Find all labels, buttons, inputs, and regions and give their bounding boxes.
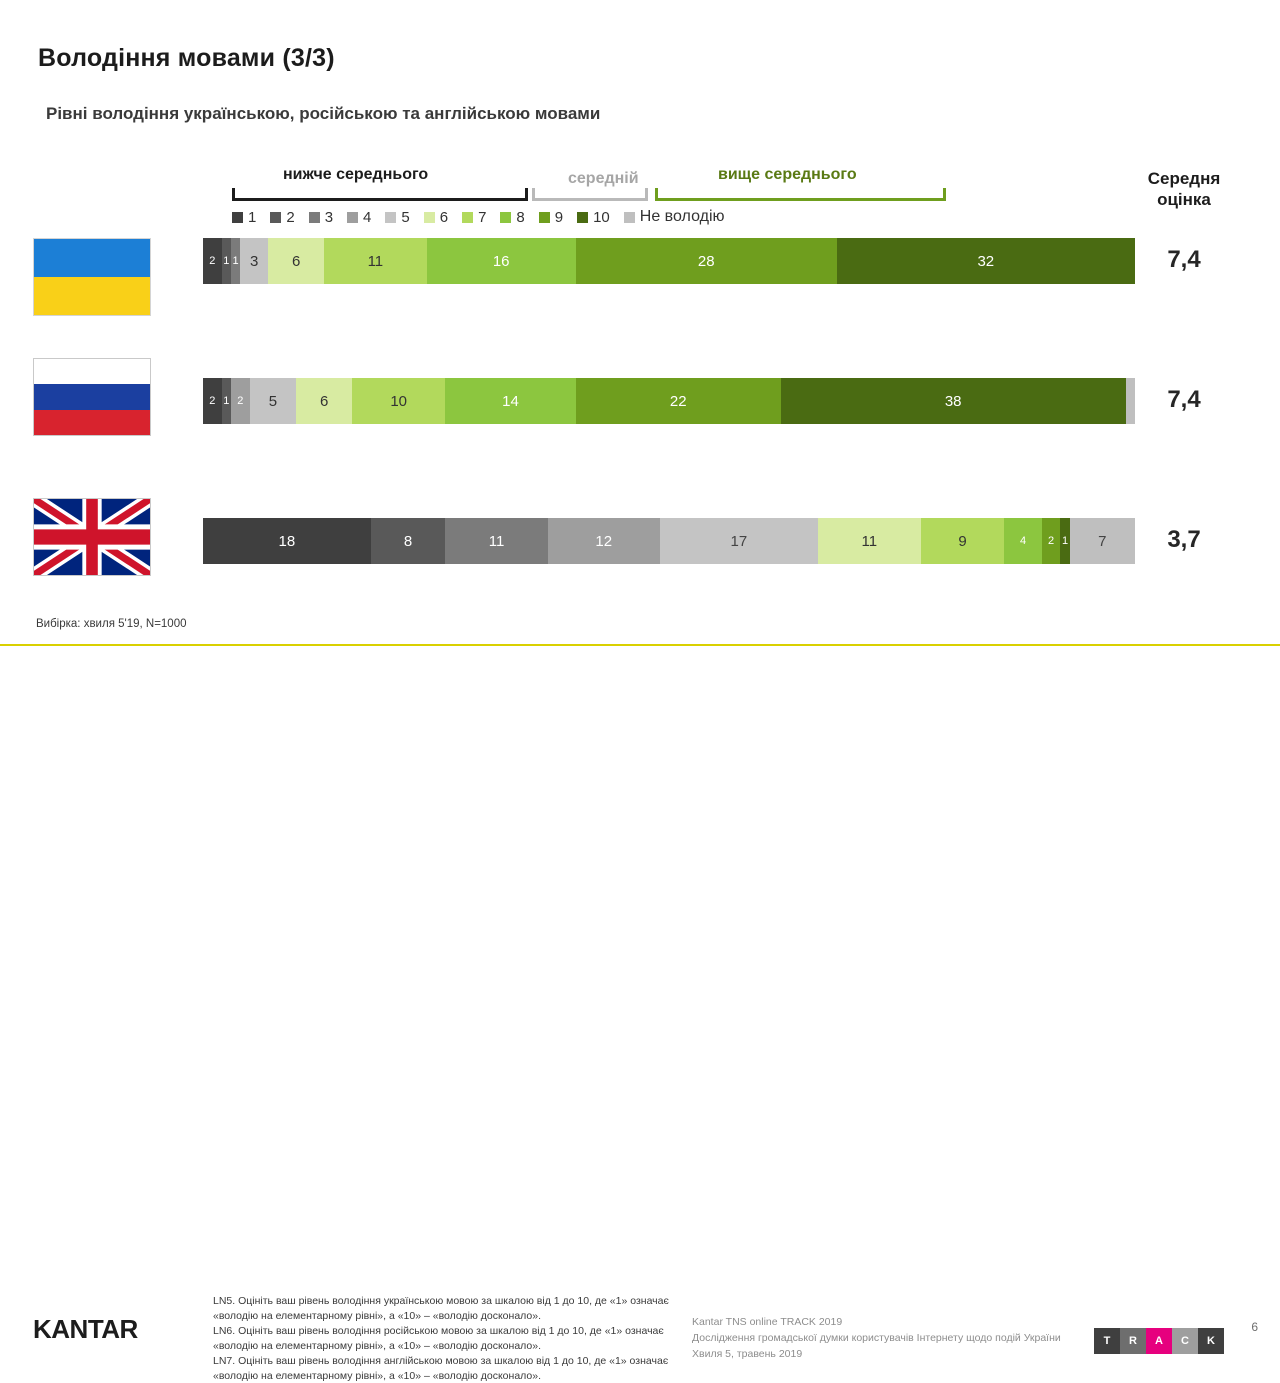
stacked-bar-russian: [203, 378, 1135, 424]
bar-segment: 7: [1070, 518, 1135, 564]
bar-segment: 8: [371, 518, 446, 564]
bar-segment: 6: [268, 238, 324, 284]
bar-segment: 2: [231, 378, 250, 424]
legend-label: 6: [439, 208, 449, 226]
uk-flag-icon: [33, 498, 151, 576]
legend-label: 1: [248, 208, 257, 226]
average-header-line1: Середня: [1147, 169, 1221, 188]
chart-row-ukrainian: [0, 210, 1280, 330]
bar-segment: 5: [250, 378, 297, 424]
bar-segment: 3: [240, 238, 268, 284]
group-label-average: середній: [568, 170, 639, 187]
study-info: [692, 1315, 1112, 1362]
page-subtitle: Рівні володіння українською, російською та англійською мовами: [46, 104, 601, 123]
russia-flag-icon: [33, 358, 151, 436]
bar-segment: 22: [576, 378, 781, 424]
group-label-above-average: вище середнього: [718, 166, 857, 183]
bar-segment: 18: [203, 518, 371, 564]
bracket-above-average: [655, 188, 946, 201]
question-text: LN5. Оцініть ваш рівень володіння українською мовою за шкалою від 1 до 10, де «1» означає «володію на елементарному рівні», а «10» – «володію досконало».: [213, 1295, 669, 1322]
bar-segment: 10: [352, 378, 445, 424]
chart-row-english: [0, 490, 1280, 610]
bar-segment: 14: [445, 378, 575, 424]
legend-label: 8: [516, 208, 525, 226]
bar-segment: 16: [427, 238, 576, 284]
question-text: LN7. Оцініть ваш рівень володіння англійською мовою за шкалою від 1 до 10, де «1» означає «володію на елементарному рівні», а «10» – «володію досконало».: [213, 1354, 669, 1382]
bar-segment: 12: [548, 518, 660, 564]
track-badge: C: [1172, 1328, 1198, 1354]
track-badge: K: [1198, 1328, 1224, 1354]
bar-segment: 9: [921, 518, 1005, 564]
legend-label: 10: [593, 208, 610, 226]
stacked-bar-english: [203, 518, 1135, 564]
average-value: 3,7: [1167, 526, 1201, 553]
bar-segment: 1: [222, 238, 231, 284]
track-badge: T: [1094, 1328, 1120, 1354]
legend-label: 2: [286, 208, 295, 226]
track-badge: R: [1120, 1328, 1146, 1354]
legend-label: 7: [478, 208, 487, 226]
bar-segment: 28: [576, 238, 837, 284]
bar-segment: 38: [781, 378, 1126, 424]
bar-segment: 4: [1004, 518, 1041, 564]
legend-label: 3: [324, 208, 334, 226]
bar-segment: 2: [1042, 518, 1061, 564]
bar-segment: 2: [203, 238, 222, 284]
ukraine-flag-icon: [33, 238, 151, 316]
chart-row-russian: [0, 350, 1280, 470]
average-value: 7,4: [1167, 246, 1201, 273]
average-value: 7,4: [1167, 386, 1201, 413]
page-number: 6: [1251, 1320, 1258, 1334]
page-title: Володіння мовами (3/3): [38, 44, 335, 72]
track-badge: A: [1146, 1328, 1172, 1354]
bracket-average: [532, 188, 648, 201]
question-wording: [213, 1294, 683, 1383]
bar-segment: 6: [296, 378, 352, 424]
study-info-line: Дослідження громадської думки користувачів Інтернету щодо подій України: [692, 1331, 1061, 1344]
bar-segment: 17: [660, 518, 818, 564]
study-info-line: Хвиля 5, травень 2019: [692, 1347, 803, 1360]
legend-label: 4: [363, 208, 372, 226]
study-info-line: Kantar TNS online TRACK 2019: [692, 1316, 843, 1328]
bar-segment: 11: [818, 518, 921, 564]
question-text: LN6. Оцініть ваш рівень володіння російською мовою за шкалою від 1 до 10, де «1» означає «володію на елементарному рівні», а «10» – «володію досконало».: [213, 1324, 664, 1352]
group-label-below-average: нижче середнього: [283, 166, 429, 183]
average-column-header: [1114, 168, 1254, 211]
bar-segment: 1: [222, 378, 231, 424]
bar-segment: 1: [1060, 518, 1069, 564]
legend-label: Не володію: [639, 208, 725, 225]
legend-label: 5: [401, 208, 410, 226]
bar-segment: 11: [445, 518, 548, 564]
legend-label: 9: [554, 208, 564, 226]
bar-segment: 11: [324, 238, 427, 284]
stacked-bar-ukrainian: [203, 238, 1135, 284]
bar-segment: 2: [203, 378, 222, 424]
bar-segment: 1: [231, 238, 240, 284]
sample-note: Вибірка: хвиля 5'19, N=1000: [36, 618, 187, 630]
track-badges: [1094, 1328, 1224, 1354]
bar-segment: 32: [837, 238, 1135, 284]
kantar-logo: KANTAR: [33, 1314, 138, 1344]
footer: [0, 646, 1280, 1382]
average-header-line2: оцінка: [1157, 190, 1211, 210]
bracket-below-average: [232, 188, 528, 201]
